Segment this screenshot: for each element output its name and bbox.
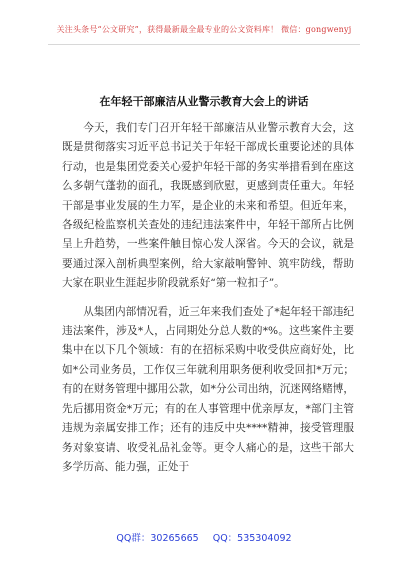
paragraph-1: 今天，我们专门召开年轻干部廉洁从业警示教育大会，这既是贯彻落实习近平总书记关于年轻干部成长重要论述的具体行动，也是集团党委关心爱护年轻干部的务实举措看到在座这么多朝气蓬勃的面孔，我既感到欣慰，更感到责任重大。年轻干部是事业发展的生力军，是企业的未来和希望。但近年来，各级纪检监察机关查处的违纪违法案件中，年轻干部所占比例呈上升趋势，一些案件触目惊心发人深省。今天的会议，就是要通过深入剖析典型案例，给大家敲响警钟、筑牢防线，帮助大家在职业生涯起步阶段就系好“第一粒扣子”。 [62, 122, 354, 290]
footer-qq-group: QQ群：30265665 [116, 533, 199, 544]
header-divider [48, 44, 360, 45]
header-banner [0, 24, 408, 35]
document-title: 在年轻干部廉洁从业警示教育大会上的讲话 [99, 95, 309, 108]
header-banner-text: 关注头条号“公文研究”，获得最新最全最专业的公文资料库！ 微信：gongwenyj [56, 25, 352, 34]
document-body [62, 119, 354, 486]
footer-contact [0, 530, 408, 544]
footer-qq-number: QQ：535304092 [212, 533, 292, 544]
paragraph-2: 从集团内部情况看，近三年来我们查处了*起年轻干部违纪违法案件，涉及*人，占同期处分总人数的*%。这些案件主要集中在以下几个领域：有的在招标采购中收受供应商好处，比如*公司业务员，工作仅三年就利用职务便利收受回扣*万元；有的在财务管理中挪用公款，如*分公司出纳，沉迷网络赌博，先后挪用资金*万元；有的在人事管理中优亲厚友，*部门主管违规为亲属安排工作；还有的违反中央****精神，接受管理服务对象宴请、收受礼品礼金等。更令人痛心的是，这些干部大多学历高、能力强，正处于 [62, 305, 354, 473]
